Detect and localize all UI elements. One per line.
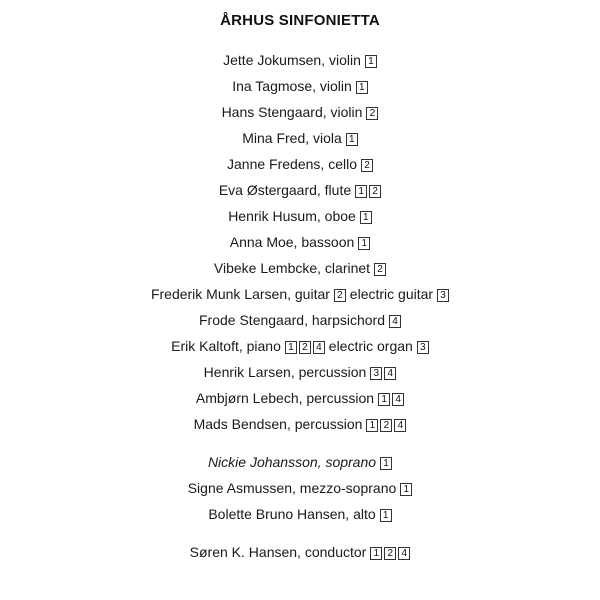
credit-row (0, 501, 600, 527)
credit-text: Frode Stengaard, harpsichord (199, 312, 385, 328)
track-ref-badge: 2 (366, 107, 378, 120)
track-ref-badge: 4 (313, 341, 325, 354)
credit-text: Erik Kaltoft, piano (171, 338, 281, 354)
track-ref-badge: 3 (437, 289, 449, 302)
track-ref-badge: 2 (369, 185, 381, 198)
track-ref-badge: 1 (356, 81, 368, 94)
track-ref-badge: 4 (384, 367, 396, 380)
credit-text: Frederik Munk Larsen, guitar (150, 286, 330, 302)
track-ref-badge: 1 (358, 237, 370, 250)
credit-text: electric guitar (349, 286, 434, 302)
credit-text: Ina Tagmose, violin (232, 78, 352, 94)
credit-text: Hans Stengaard, violin (221, 104, 363, 120)
track-ref-badge: 4 (394, 419, 406, 432)
credit-row (0, 539, 600, 565)
track-ref-badge: 1 (355, 185, 367, 198)
credit-text: Anna Moe, bassoon (229, 234, 355, 250)
credit-text: Henrik Husum, oboe (228, 208, 356, 224)
track-ref-badge: 2 (384, 547, 396, 560)
credit-row (0, 177, 600, 203)
track-ref-badge: 1 (346, 133, 358, 146)
credit-row (0, 475, 600, 501)
credit-row (0, 125, 600, 151)
track-ref-badge: 4 (389, 315, 401, 328)
credit-row (0, 203, 600, 229)
track-ref-badge: 1 (365, 55, 377, 68)
credit-row (0, 281, 600, 307)
credit-text: Jette Jokumsen, violin (223, 52, 361, 68)
credit-row (0, 73, 600, 99)
track-ref-badge: 3 (370, 367, 382, 380)
track-ref-badge: 2 (361, 159, 373, 172)
credit-text: Søren K. Hansen, conductor (189, 544, 367, 560)
credit-row (0, 229, 600, 255)
credit-row (0, 307, 600, 333)
credit-row (0, 359, 600, 385)
credit-row (0, 333, 600, 359)
track-ref-badge: 4 (398, 547, 410, 560)
musicians-group (0, 47, 600, 437)
credit-text: Henrik Larsen, percussion (203, 364, 367, 380)
track-ref-badge: 3 (417, 341, 429, 354)
credit-row (0, 99, 600, 125)
group-separator (0, 437, 600, 449)
track-ref-badge: 1 (380, 457, 392, 470)
track-ref-badge: 1 (285, 341, 297, 354)
track-ref-badge: 1 (366, 419, 378, 432)
credit-text: Nickie Johansson, soprano (207, 454, 377, 470)
credit-text: Eva Østergaard, flute (218, 182, 352, 198)
credit-text: Ambjørn Lebech, percussion (195, 390, 375, 406)
credit-text: Vibeke Lembcke, clarinet (213, 260, 371, 276)
credit-row (0, 411, 600, 437)
group-separator (0, 527, 600, 539)
track-ref-badge: 1 (370, 547, 382, 560)
credit-text: Janne Fredens, cello (227, 156, 357, 172)
credit-row (0, 385, 600, 411)
credit-row (0, 255, 600, 281)
track-ref-badge: 1 (380, 509, 392, 522)
track-ref-badge: 2 (334, 289, 346, 302)
credit-text: Signe Asmussen, mezzo-soprano (187, 480, 397, 496)
credit-text: Mads Bendsen, percussion (193, 416, 363, 432)
credit-row (0, 151, 600, 177)
track-ref-badge: 2 (380, 419, 392, 432)
track-ref-badge: 1 (360, 211, 372, 224)
conductor-group (0, 539, 600, 565)
track-ref-badge: 2 (299, 341, 311, 354)
track-ref-badge: 1 (400, 483, 412, 496)
track-ref-badge: 2 (374, 263, 386, 276)
credit-text: Mina Fred, viola (242, 130, 342, 146)
credit-row (0, 47, 600, 73)
ensemble-title: ÅRHUS SINFONIETTA (220, 12, 380, 29)
track-ref-badge: 4 (392, 393, 404, 406)
track-ref-badge: 1 (378, 393, 390, 406)
credits-list (0, 47, 600, 565)
credit-text: Bolette Bruno Hansen, alto (208, 506, 376, 522)
credit-row (0, 449, 600, 475)
vocalists-group (0, 449, 600, 527)
credit-text: electric organ (328, 338, 413, 354)
